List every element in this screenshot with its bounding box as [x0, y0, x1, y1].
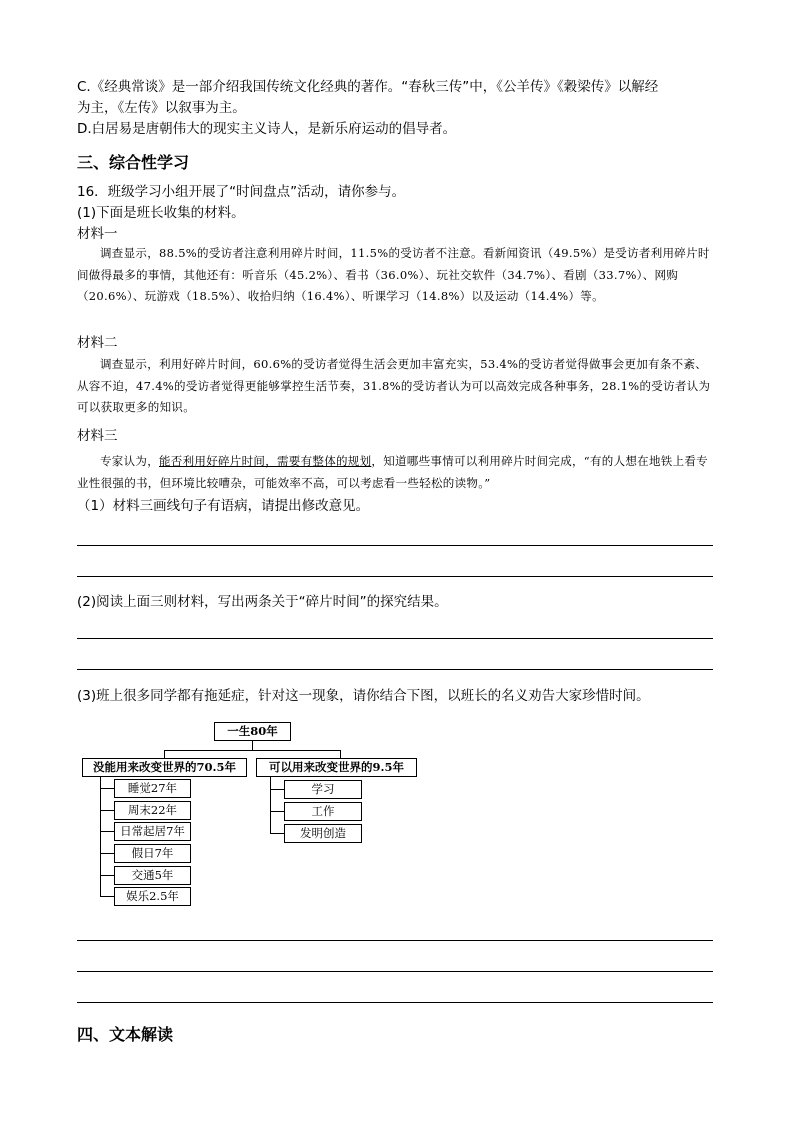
- material-3-text: [77, 451, 717, 494]
- diagram-right-title: 可以用来改变世界的9.5年: [256, 758, 417, 777]
- diagram-right-item: 发明创造: [284, 824, 362, 843]
- option-c-line1: C.《经典常谈》是一部介绍我国传统文化经典的著作。“春秋三传”中，《公羊传》《穀梁传》以解经: [77, 79, 659, 95]
- material-3-underlined-sentence: 能否利用好碎片时间，需要有整体的规划: [159, 454, 372, 468]
- material-1-label: 材料一: [77, 226, 118, 242]
- connector: [270, 811, 284, 812]
- diagram-left-item: 交通5年: [114, 866, 191, 885]
- connector: [270, 789, 284, 790]
- diagram-left-item: 周末22年: [114, 801, 191, 820]
- q16-question-1: （1）材料三画线句子有语病，请提出修改意见。: [77, 498, 370, 514]
- q16-stem: 16．班级学习小组开展了“时间盘点”活动，请你参与。: [77, 184, 406, 200]
- connector: [100, 777, 101, 897]
- diagram-right-item: 学习: [284, 780, 362, 799]
- material-3-label: 材料三: [77, 428, 118, 444]
- answer-line[interactable]: [77, 545, 713, 546]
- answer-line[interactable]: [77, 669, 713, 670]
- material-1-text: 调查显示，88.5%的受访者注意利用碎片时间，11.5%的受访者不注意。看新闻资讯（49.5%）是受访者利用碎片时间做得最多的事情，其他还有：听音乐（45.2%）、看书（36.0%）、玩社交软件（34.7%）、看剧（33.7%）、网购（20.6%）、玩游戏（18.5%）、收拾归纳（16.4%）、听课学习（14.8%）以及运动（14.4%）等。: [77, 246, 710, 303]
- option-d: D.白居易是唐朝伟大的现实主义诗人，是新乐府运动的倡导者。: [77, 121, 457, 137]
- q16-question-3: (3)班上很多同学都有拖延症，针对这一现象，请你结合下图，以班长的名义劝告大家珍惜时间。: [77, 688, 650, 704]
- diagram-right-item: 工作: [284, 802, 362, 821]
- connector: [100, 788, 114, 789]
- answer-line[interactable]: [77, 576, 713, 577]
- connector: [100, 853, 114, 854]
- section-3-title: 三、综合性学习: [77, 153, 190, 172]
- diagram-left-item: 假日7年: [114, 844, 191, 863]
- diagram-left-item: 娱乐2.5年: [114, 887, 191, 906]
- diagram-root: 一生80年: [214, 722, 291, 741]
- answer-line[interactable]: [77, 940, 713, 941]
- connector: [252, 741, 253, 750]
- diagram-left-item: 睡觉27年: [114, 779, 191, 798]
- option-c-line2: 为主，《左传》以叙事为主。: [77, 100, 246, 116]
- material-3-post: ，知道哪些事情可以利用碎片时间完成，“有的人想在地铁上看专业性很强的书，但环境比较嘈杂，可能效率不高，可以考虑看一些轻松的读物。”: [77, 454, 708, 490]
- answer-line[interactable]: [77, 971, 713, 972]
- connector: [100, 831, 114, 832]
- connector: [100, 896, 114, 897]
- diagram-left-item: 日常起居7年: [114, 822, 191, 841]
- connector: [100, 810, 114, 811]
- q16-question-2: (2)阅读上面三则材料，写出两条关于“碎片时间”的探究结果。: [77, 594, 448, 610]
- material-2-text: 调查显示，利用好碎片时间，60.6%的受访者觉得生活会更加丰富充实，53.4%的受访者觉得做事会更加有条不紊、从容不迫，47.4%的受访者觉得更能够掌控生活节奏，31.8%的受访者认为可以高效完成各种事务，28.1%的受访者认为可以获取更多的知识。: [77, 357, 711, 414]
- connector: [164, 750, 165, 758]
- material-3-pre: 专家认为，: [100, 454, 159, 468]
- section-4-title: 四、文本解读: [77, 1025, 174, 1044]
- connector: [270, 833, 284, 834]
- option-c: [77, 77, 717, 119]
- answer-line[interactable]: [77, 1002, 713, 1003]
- q16-sub1-intro: (1)下面是班长收集的材料。: [77, 205, 245, 221]
- connector: [340, 750, 341, 758]
- answer-line[interactable]: [77, 638, 713, 639]
- connector: [164, 750, 341, 751]
- connector: [100, 875, 114, 876]
- material-2-label: 材料二: [77, 335, 118, 351]
- diagram-left-title: 没能用来改变世界的70.5年: [82, 758, 247, 777]
- connector: [270, 777, 271, 833]
